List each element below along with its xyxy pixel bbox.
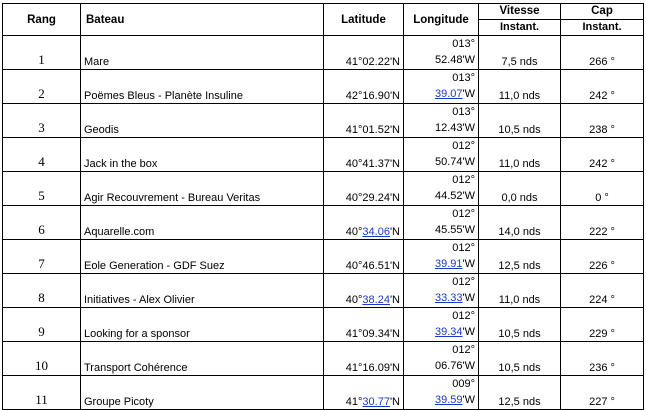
- longitude-minutes: [435, 394, 475, 406]
- latitude-text: 41°01.52'N: [345, 124, 400, 136]
- longitude-degrees: 012°: [452, 242, 475, 254]
- heading-cell: 266 °: [561, 36, 644, 70]
- header-vitesse: Vitesse: [479, 4, 561, 20]
- boat-name-cell: Groupe Picoty: [81, 376, 324, 410]
- latitude-suffix: 'N: [389, 396, 400, 408]
- rank-cell: 1: [3, 36, 81, 70]
- latitude-cell: [324, 172, 404, 206]
- latitude-text: 42°16.90'N: [345, 90, 400, 102]
- longitude-degrees: 013°: [452, 72, 475, 84]
- latitude-suffix: 'N: [389, 226, 400, 238]
- rank-cell: 11: [3, 376, 81, 410]
- latitude-text: 41°02.22'N: [345, 56, 400, 68]
- speed-cell: 11,0 nds: [479, 138, 561, 172]
- latitude-cell: [324, 36, 404, 70]
- speed-cell: 14,0 nds: [479, 206, 561, 240]
- longitude-minutes: [435, 326, 475, 338]
- longitude-cell: [404, 172, 479, 206]
- table-row: [3, 138, 644, 172]
- heading-cell: 227 °: [561, 376, 644, 410]
- table-row: [3, 172, 644, 206]
- boat-name-cell: Initiatives - Alex Olivier: [81, 274, 324, 308]
- longitude-minutes: [435, 88, 475, 100]
- speed-cell: 0,0 nds: [479, 172, 561, 206]
- table-row: [3, 70, 644, 104]
- rank-cell: 9: [3, 308, 81, 342]
- longitude-minutes: [435, 224, 475, 236]
- longitude-link[interactable]: 39.59: [434, 394, 463, 406]
- latitude-text: 41°: [345, 396, 363, 408]
- longitude-link[interactable]: 39.34: [434, 326, 463, 338]
- longitude-minutes: [435, 360, 475, 372]
- table-row: [3, 342, 644, 376]
- boat-name-cell: Agir Recouvrement - Bureau Veritas: [81, 172, 324, 206]
- longitude-text: 12.43'W: [434, 122, 475, 134]
- heading-cell: 229 °: [561, 308, 644, 342]
- latitude-cell: [324, 308, 404, 342]
- latitude-cell: [324, 138, 404, 172]
- speed-cell: 12,5 nds: [479, 376, 561, 410]
- longitude-link[interactable]: 39.07: [434, 88, 463, 100]
- longitude-cell: [404, 274, 479, 308]
- longitude-text: 06.76'W: [434, 360, 475, 372]
- table-row: [3, 274, 644, 308]
- ranking-table: [2, 3, 644, 410]
- header-vitesse-sub: Instant.: [479, 20, 561, 36]
- latitude-suffix: 'N: [389, 294, 400, 306]
- speed-cell: 12,5 nds: [479, 240, 561, 274]
- longitude-degrees: 013°: [452, 38, 475, 50]
- latitude-cell: [324, 240, 404, 274]
- heading-cell: 0 °: [561, 172, 644, 206]
- longitude-degrees: 012°: [452, 276, 475, 288]
- boat-name-cell: Poëmes Bleus - Planète Insuline: [81, 70, 324, 104]
- header-rang: Rang: [3, 4, 81, 36]
- table-row: [3, 240, 644, 274]
- boat-name-cell: Jack in the box: [81, 138, 324, 172]
- rank-cell: 6: [3, 206, 81, 240]
- boat-name-cell: Looking for a sponsor: [81, 308, 324, 342]
- rank-cell: 10: [3, 342, 81, 376]
- latitude-link[interactable]: 30.77: [362, 396, 390, 408]
- boat-name-cell: Mare: [81, 36, 324, 70]
- longitude-minutes: [435, 292, 475, 304]
- heading-cell: 242 °: [561, 70, 644, 104]
- longitude-cell: [404, 104, 479, 138]
- latitude-text: 40°: [345, 294, 363, 306]
- longitude-cell: [404, 206, 479, 240]
- longitude-minutes: [435, 156, 475, 168]
- heading-cell: 222 °: [561, 206, 644, 240]
- longitude-text: 50.74'W: [434, 156, 475, 168]
- speed-cell: 10,5 nds: [479, 104, 561, 138]
- longitude-degrees: 012°: [452, 344, 475, 356]
- speed-cell: 10,5 nds: [479, 342, 561, 376]
- rank-cell: 5: [3, 172, 81, 206]
- longitude-cell: [404, 138, 479, 172]
- latitude-cell: [324, 206, 404, 240]
- speed-cell: 11,0 nds: [479, 70, 561, 104]
- heading-cell: 226 °: [561, 240, 644, 274]
- heading-cell: 242 °: [561, 138, 644, 172]
- speed-cell: 11,0 nds: [479, 274, 561, 308]
- longitude-cell: [404, 308, 479, 342]
- latitude-cell: [324, 274, 404, 308]
- longitude-suffix: 'W: [462, 258, 475, 270]
- rank-cell: 4: [3, 138, 81, 172]
- latitude-link[interactable]: 38.24: [362, 294, 390, 306]
- header-cap-sub: Instant.: [561, 20, 644, 36]
- longitude-minutes: [435, 258, 475, 270]
- longitude-text: 44.52'W: [434, 190, 475, 202]
- longitude-cell: [404, 70, 479, 104]
- header-latitude: Latitude: [324, 4, 404, 36]
- latitude-text: 40°41.37'N: [345, 158, 400, 170]
- longitude-suffix: 'W: [462, 326, 475, 338]
- table-row: [3, 36, 644, 70]
- latitude-text: 41°09.34'N: [345, 328, 400, 340]
- latitude-text: 40°46.51'N: [345, 260, 400, 272]
- longitude-degrees: 012°: [452, 208, 475, 220]
- longitude-cell: [404, 36, 479, 70]
- latitude-cell: [324, 376, 404, 410]
- header-bateau: Bateau: [81, 4, 324, 36]
- heading-cell: 236 °: [561, 342, 644, 376]
- latitude-cell: [324, 342, 404, 376]
- boat-name-cell: Aquarelle.com: [81, 206, 324, 240]
- longitude-text: 52.48'W: [434, 54, 475, 66]
- longitude-cell: [404, 376, 479, 410]
- longitude-cell: [404, 342, 479, 376]
- speed-cell: 10,5 nds: [479, 308, 561, 342]
- longitude-cell: [404, 240, 479, 274]
- speed-cell: 7,5 nds: [479, 36, 561, 70]
- heading-cell: 224 °: [561, 274, 644, 308]
- latitude-text: 40°29.24'N: [345, 192, 400, 204]
- latitude-text: 40°: [345, 226, 363, 238]
- longitude-suffix: 'W: [462, 292, 475, 304]
- rank-cell: 7: [3, 240, 81, 274]
- longitude-minutes: [435, 190, 475, 202]
- table-row: [3, 206, 644, 240]
- table-row: [3, 308, 644, 342]
- header-cap: Cap: [561, 4, 644, 20]
- longitude-link[interactable]: 33.33: [434, 292, 463, 304]
- longitude-degrees: 012°: [452, 310, 475, 322]
- boat-name-cell: Geodis: [81, 104, 324, 138]
- header-longitude: Longitude: [404, 4, 479, 36]
- longitude-suffix: 'W: [462, 394, 475, 406]
- longitude-minutes: [435, 54, 475, 66]
- longitude-degrees: 012°: [452, 140, 475, 152]
- boat-name-cell: Transport Cohérence: [81, 342, 324, 376]
- table-row: [3, 376, 644, 410]
- latitude-link[interactable]: 34.06: [362, 226, 390, 238]
- longitude-degrees: 013°: [452, 106, 475, 118]
- latitude-cell: [324, 70, 404, 104]
- longitude-suffix: 'W: [462, 88, 475, 100]
- latitude-cell: [324, 104, 404, 138]
- latitude-text: 41°16.09'N: [345, 362, 400, 374]
- rank-cell: 8: [3, 274, 81, 308]
- longitude-link[interactable]: 39.91: [434, 258, 463, 270]
- rank-cell: 2: [3, 70, 81, 104]
- longitude-degrees: 012°: [452, 174, 475, 186]
- rank-cell: 3: [3, 104, 81, 138]
- table-row: [3, 104, 644, 138]
- longitude-minutes: [435, 122, 475, 134]
- heading-cell: 238 °: [561, 104, 644, 138]
- boat-name-cell: Eole Generation - GDF Suez: [81, 240, 324, 274]
- longitude-degrees: 009°: [452, 378, 475, 390]
- longitude-text: 45.55'W: [434, 224, 475, 236]
